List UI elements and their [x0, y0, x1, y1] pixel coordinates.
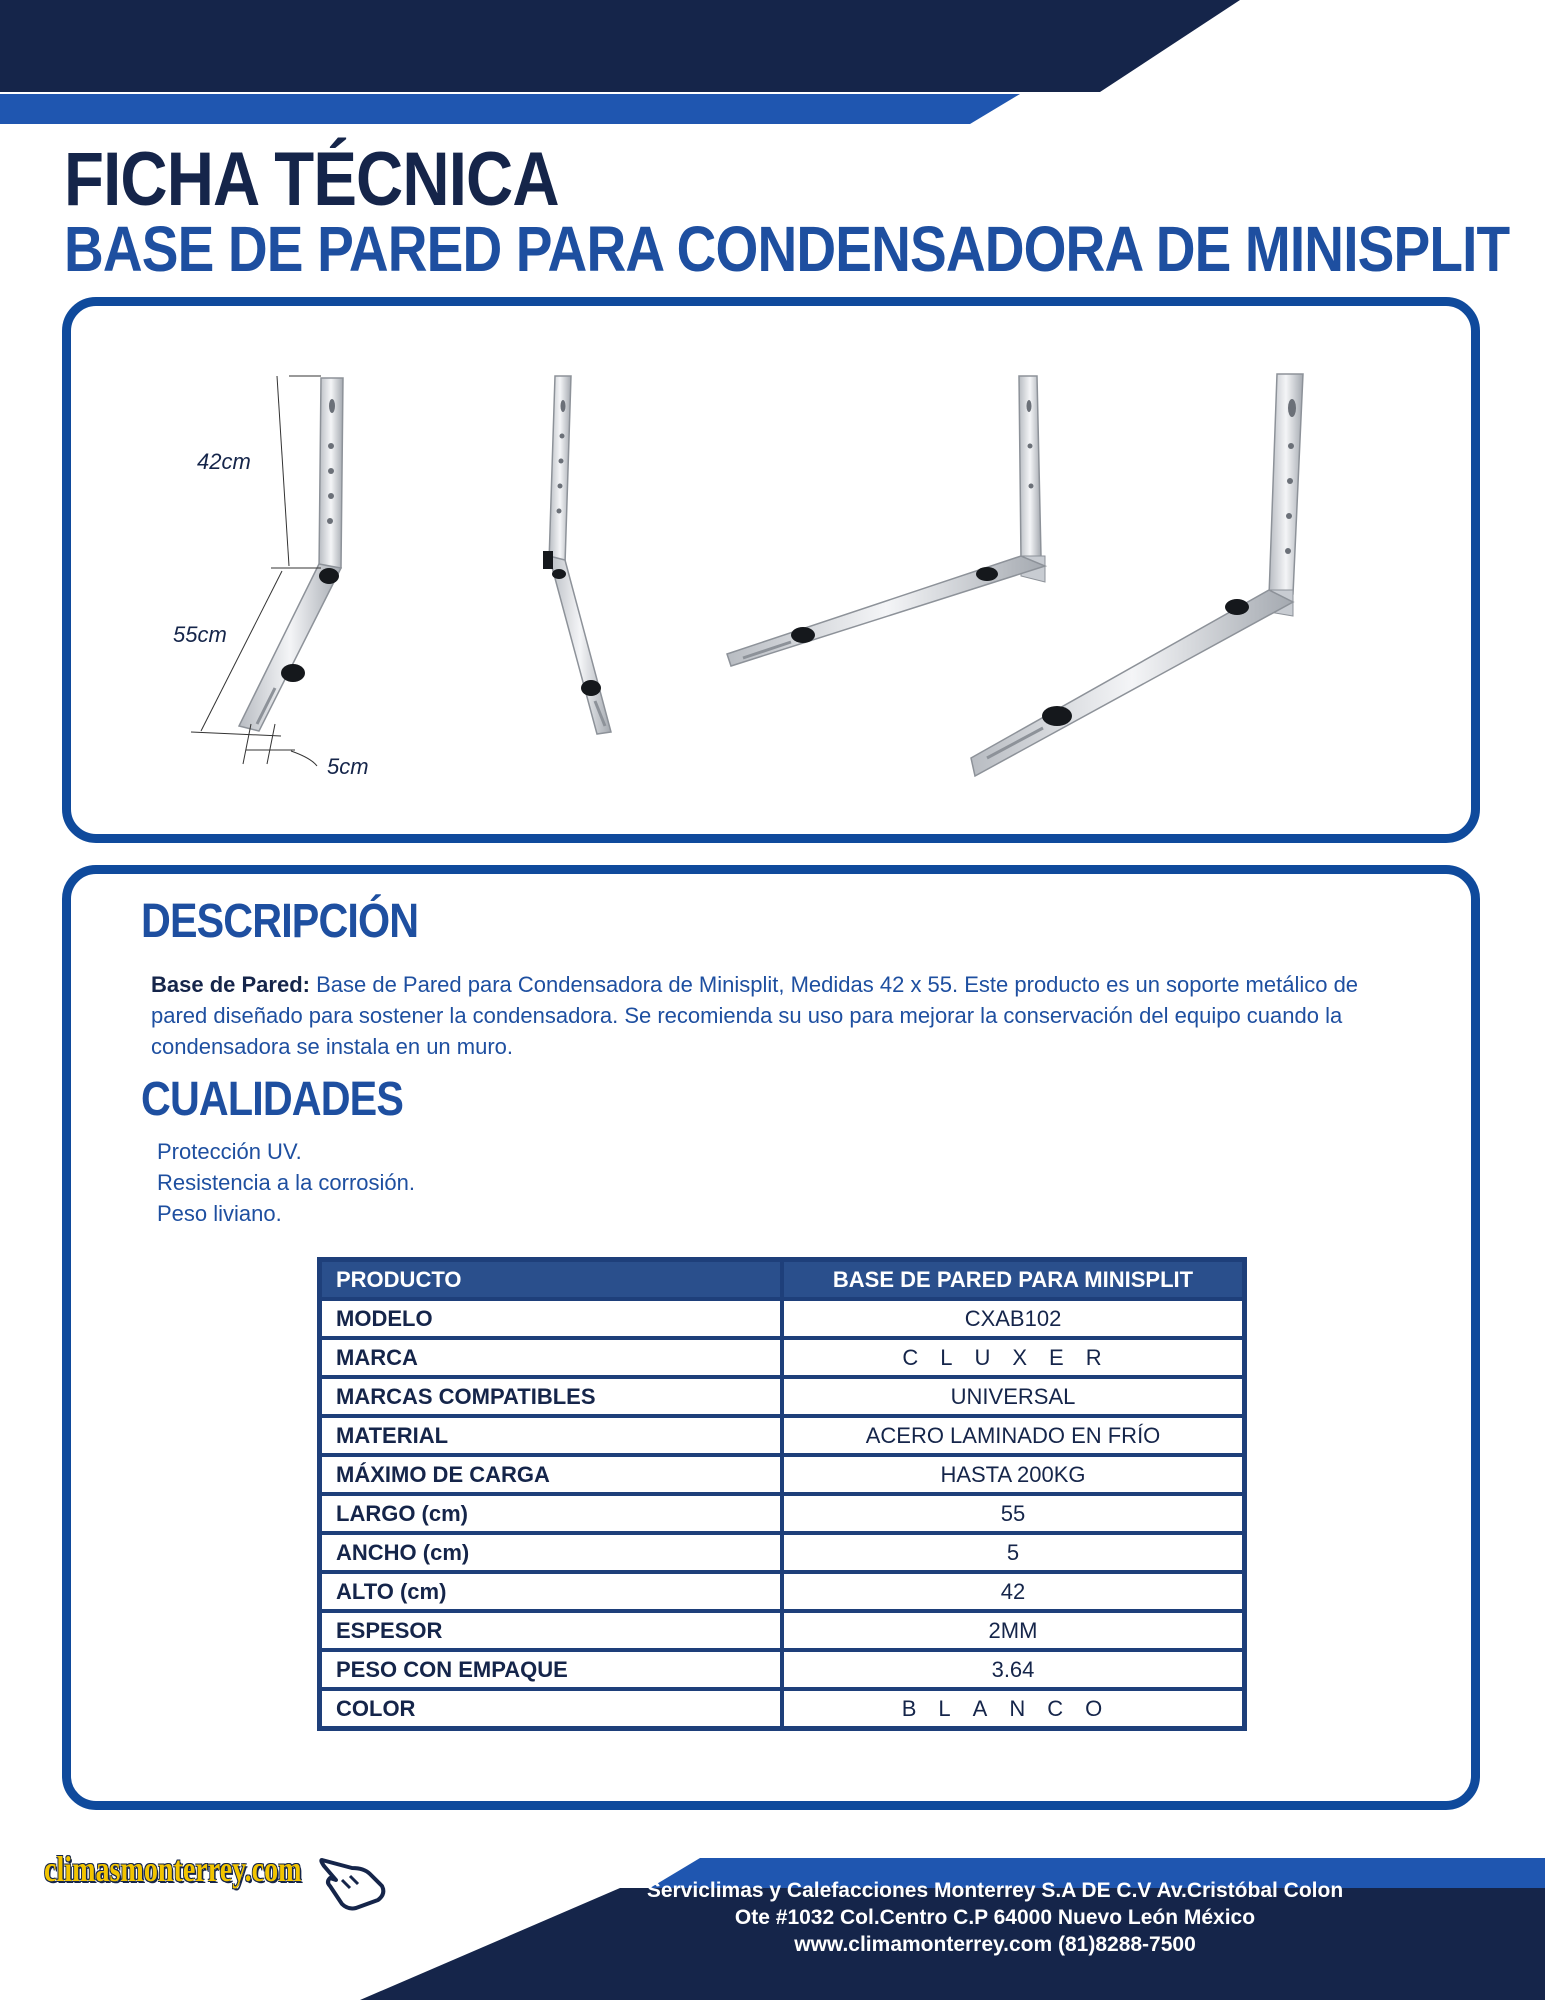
pointing-hand-icon — [312, 1838, 392, 1918]
row-key: MARCA — [320, 1338, 782, 1377]
table-row — [320, 1299, 1244, 1338]
row-key: LARGO (cm) — [320, 1494, 782, 1533]
row-value: 42 — [782, 1572, 1244, 1611]
spec-table — [317, 1257, 1247, 1731]
footer-line-address: Ote #1032 Col.Centro C.P 64000 Nuevo León México — [734, 1906, 1256, 1929]
bracket-dimensioned — [191, 376, 343, 766]
table-row — [320, 1611, 1244, 1650]
row-key: ALTO (cm) — [320, 1572, 782, 1611]
dim-height-label: 42cm — [197, 449, 251, 474]
footer-line-contact[interactable]: www.climamonterrey.com (81)8288-7500 — [794, 1933, 1196, 1956]
row-key: MARCAS COMPATIBLES — [320, 1377, 782, 1416]
table-header-row — [320, 1260, 1244, 1299]
page-title: FICHA TÉCNICA — [64, 137, 559, 222]
table-header-value: BASE DE PARED PARA MINISPLIT — [782, 1260, 1244, 1299]
row-value: CLUXER — [782, 1338, 1244, 1377]
row-key: PESO CON EMPAQUE — [320, 1650, 782, 1689]
row-key: MODELO — [320, 1299, 782, 1338]
table-header-key: PRODUCTO — [320, 1260, 782, 1299]
row-key: MÁXIMO DE CARGA — [320, 1455, 782, 1494]
row-value: 5 — [782, 1533, 1244, 1572]
qualities-heading: CUALIDADES — [141, 1073, 404, 1126]
qualities-list — [157, 1136, 415, 1229]
page-subtitle: BASE DE PARED PARA CONDENSADORA DE MINISPLIT — [64, 213, 1510, 285]
table-row — [320, 1416, 1244, 1455]
company-logo[interactable]: climasmonterrey.com — [44, 1849, 302, 1889]
row-value: 2MM — [782, 1611, 1244, 1650]
table-row — [320, 1494, 1244, 1533]
row-value: UNIVERSAL — [782, 1377, 1244, 1416]
row-value: 3.64 — [782, 1650, 1244, 1689]
header-band — [0, 0, 1545, 130]
bracket-diagram — [71, 306, 1471, 836]
table-row — [320, 1689, 1244, 1728]
bracket-perspective — [727, 376, 1045, 666]
bracket-side-view — [543, 376, 611, 734]
description-lead: Base de Pared: — [151, 972, 310, 997]
row-key: ANCHO (cm) — [320, 1533, 782, 1572]
description-body: Base de Pared para Condensadora de Minisplit, Medidas 42 x 55. Este producto es un soporte metálico de pared diseñado para sostener la condensadora. Se recomienda su uso para mejorar la conservación del equipo cuando la condensadora se instala en un muro. — [151, 972, 1359, 1059]
footer-address — [600, 1877, 1390, 1958]
row-key: ESPESOR — [320, 1611, 782, 1650]
row-value: BLANCO — [782, 1689, 1244, 1728]
row-value: 55 — [782, 1494, 1244, 1533]
description-heading: DESCRIPCIÓN — [141, 895, 419, 948]
row-value: ACERO LAMINADO EN FRÍO — [782, 1416, 1244, 1455]
table-row — [320, 1338, 1244, 1377]
table-row — [320, 1455, 1244, 1494]
dim-width-label: 5cm — [327, 754, 369, 779]
row-value: CXAB102 — [782, 1299, 1244, 1338]
dim-length-label: 55cm — [173, 622, 227, 647]
row-key: MATERIAL — [320, 1416, 782, 1455]
footer-line-company: Serviclimas y Calefacciones Monterrey S.A DE C.V Av.Cristóbal Colon — [646, 1879, 1344, 1902]
description-text — [151, 969, 1391, 1062]
product-images-panel — [62, 297, 1480, 843]
row-value: HASTA 200KG — [782, 1455, 1244, 1494]
table-row — [320, 1650, 1244, 1689]
row-key: COLOR — [320, 1689, 782, 1728]
table-row — [320, 1572, 1244, 1611]
quality-item: Peso liviano. — [157, 1201, 282, 1226]
table-row — [320, 1377, 1244, 1416]
description-panel — [62, 865, 1480, 1810]
quality-item: Protección UV. — [157, 1139, 302, 1164]
quality-item: Resistencia a la corrosión. — [157, 1170, 416, 1195]
table-row — [320, 1533, 1244, 1572]
